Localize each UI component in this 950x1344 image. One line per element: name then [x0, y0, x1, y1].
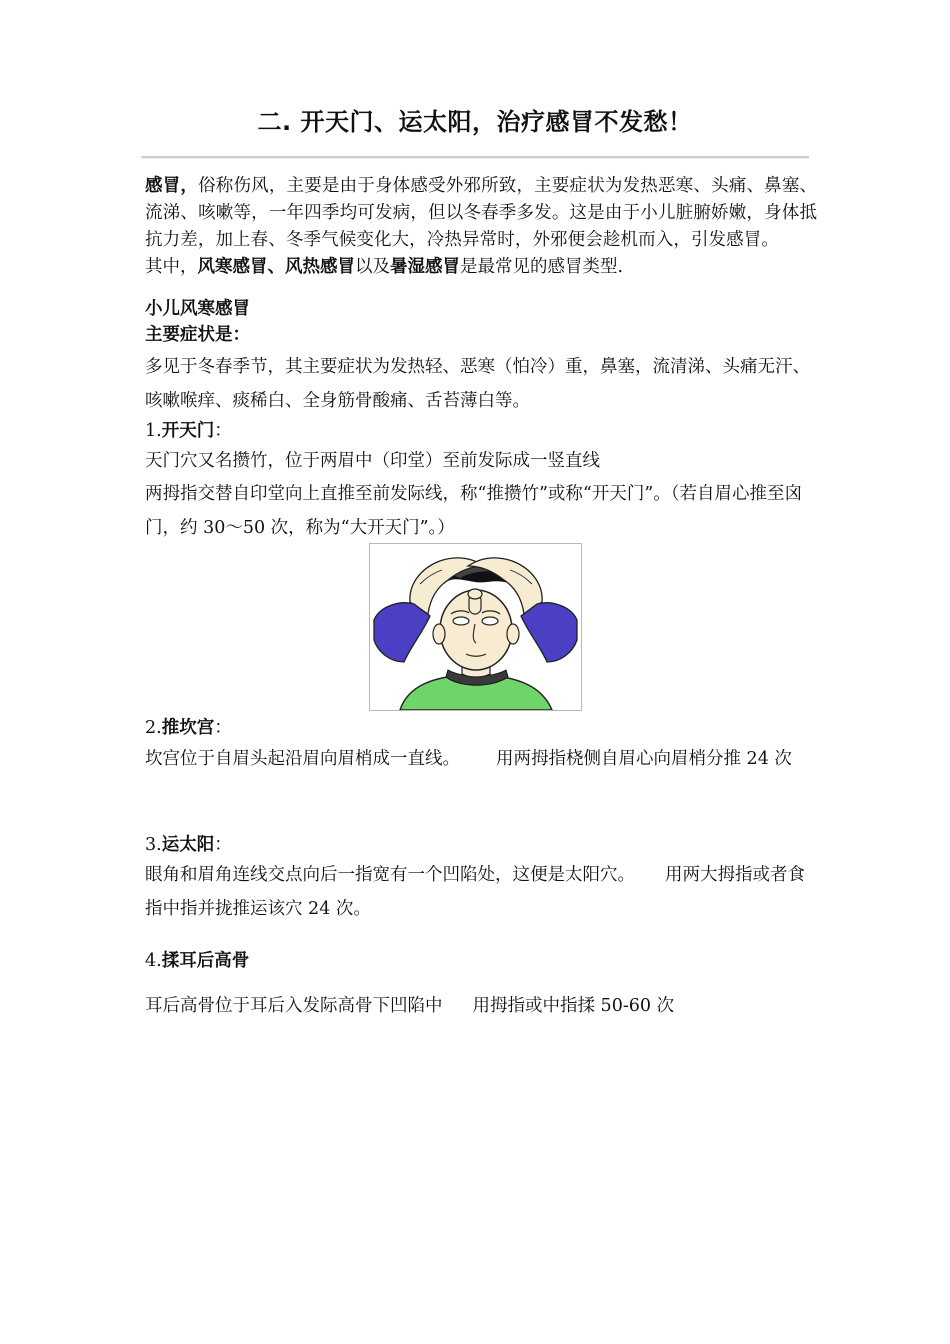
step4-desc-b: 用拇指或中指揉 50-60 次 — [472, 996, 675, 1016]
step2-number: 2. — [145, 718, 162, 738]
step4-title: 揉耳后高骨 — [161, 951, 250, 971]
section-subheading-symptoms: 主要症状是： — [145, 325, 250, 345]
step2-heading — [145, 715, 232, 740]
step3-colon: ： — [214, 835, 232, 855]
step4-number: 4. — [145, 951, 162, 971]
child-massage-drawing — [370, 544, 581, 710]
kai-tianmen-illustration — [369, 543, 582, 711]
step2-desc-b: 用两拇指桡侧自眉心向眉梢分推 24 次 — [496, 749, 792, 769]
step3-number: 3. — [145, 835, 162, 855]
step3-heading — [145, 832, 232, 857]
step1-number: 1. — [145, 421, 162, 441]
step2-colon: ： — [214, 718, 232, 738]
step1-title: 开天门 — [161, 421, 215, 441]
title-divider — [141, 156, 809, 159]
step4-heading — [145, 948, 249, 973]
step3-title: 运太阳 — [161, 835, 215, 855]
step3-description — [145, 858, 817, 926]
intro-lead-bold: 感冒， — [145, 176, 199, 196]
step3-desc-a: 眼角和眉角连线交点向后一指宽有一个凹陷处，这便是太阳穴。 — [145, 865, 635, 885]
section-heading-wind-cold: 小儿风寒感冒 — [145, 299, 250, 319]
intro-paragraph — [145, 173, 817, 281]
step1-heading — [145, 418, 232, 443]
step4-description — [145, 994, 674, 1018]
step1-colon: ： — [214, 421, 232, 441]
symptoms-paragraph: 多见于冬春季节，其主要症状为发热轻、恶寒（怕冷）重，鼻塞，流清涕、头痛无汗、咳嗽喉痒、痰稀白、全身筋骨酸痛、舌苔薄白等。 — [145, 357, 810, 411]
step1-line2: 两拇指交替自印堂向上直推至前发际线，称“推攒竹”或称“开天门”。（若自眉心推至囟门，约 30～50 次，称为“大开天门”。） — [145, 484, 803, 538]
step2-desc-a: 坎宫位于自眉头起沿眉向眉梢成一直线。 — [145, 749, 460, 769]
step3-desc-b: 用两大拇指或者食指中指并拢推运该穴 24 次。 — [145, 865, 805, 919]
intro-text-3: 以及 — [355, 257, 390, 277]
intro-text-1: 俗称伤风，主要是由于身体感受外邪所致，主要症状为发热恶寒、头痛、鼻塞、流涕、咳嗽等，一年四季均可发病，但以冬春季多发。这是由于小儿脏腑娇嫩，身体抵抗力差，加上春、冬季气候变化大，冷热异常时，外邪便会趁机而入，引发感冒。 — [145, 176, 818, 250]
step1-line1: 天门穴又名攒竹，位于两眉中（印堂）至前发际成一竖直线 — [145, 451, 600, 471]
step2-title: 推坎宫 — [161, 718, 215, 738]
intro-text-4: 是最常见的感冒类型. — [460, 257, 624, 277]
page-title: 二. 开天门、运太阳，治疗感冒不发愁！ — [257, 108, 693, 136]
intro-bold-summer: 暑湿感冒 — [390, 257, 460, 277]
step2-description — [145, 742, 817, 776]
intro-bold-types: 风寒感冒、风热感冒 — [197, 257, 355, 277]
step4-desc-a: 耳后高骨位于耳后入发际高骨下凹陷中 — [145, 996, 443, 1016]
intro-text-2: 其中， — [145, 257, 198, 277]
